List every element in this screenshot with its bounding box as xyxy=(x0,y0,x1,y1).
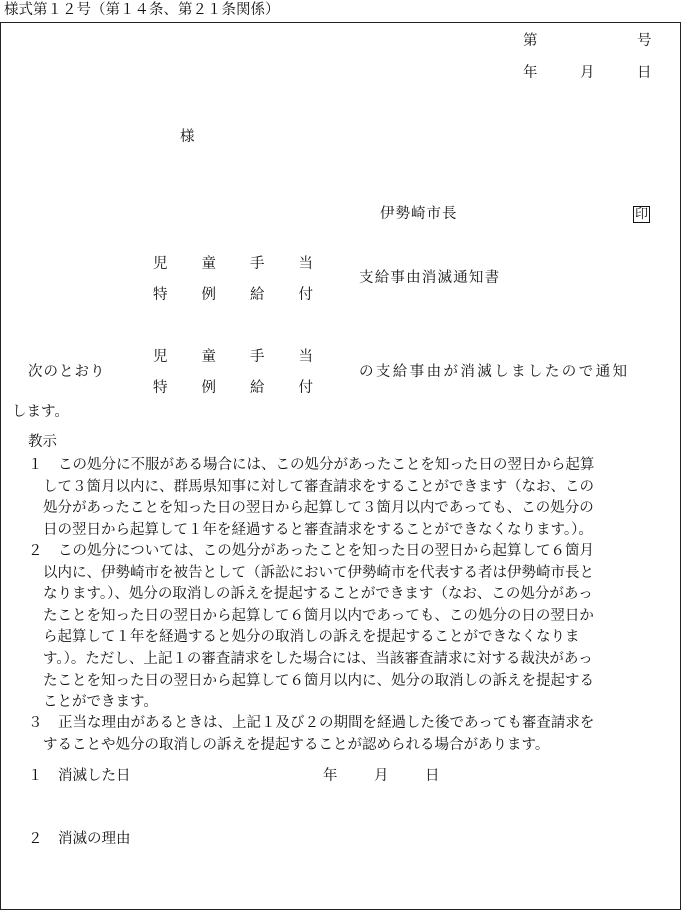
instruction-line: この処分については、この処分があったことを知った日の翌日から起算して６箇月 xyxy=(58,543,595,559)
body-continuation: します。 xyxy=(12,404,69,420)
instruction-line: 以内に、伊勢崎市を被告として（訴訟において伊勢崎市を代表する者は伊勢崎市長と xyxy=(43,564,594,581)
instruction-line: この処分に不服がある場合には、この処分があったことを知った日の翌日から起算 xyxy=(58,457,595,473)
field-date-year: 年 xyxy=(323,768,338,784)
instruction-line: して３箇月以内に、群馬県知事に対して審査請求をすることができます（なお、この xyxy=(43,478,594,495)
instruction-heading: 教示 xyxy=(28,434,57,450)
body-suffix: の支給事由が消滅しましたので通知 xyxy=(359,364,630,380)
instruction-line: 処分があったことを知った日の翌日から起算して３箇月以内であっても、この処分の xyxy=(43,500,594,517)
body-allowance-lower: 特 例 給 付 xyxy=(153,380,313,396)
instruction-line: たことを知った日の翌日から起算して６箇月以内であっても、この処分の日の翌日か xyxy=(43,607,594,624)
instruction-item-3 xyxy=(0,713,683,756)
instruction-line: たことを知った日の翌日から起算して６箇月以内に、処分の取消しの訴えを提起する xyxy=(43,672,594,689)
instruction-line: することや処分の取消しの訴えを提起することが認められる場合があります。 xyxy=(43,736,550,753)
field-label-extinction-date: 消滅した日 xyxy=(58,768,131,784)
instruction-line: なります。）、処分の取消しの訴えを提起することができます（なお、この処分があっ xyxy=(43,586,593,603)
field-date-day: 日 xyxy=(425,768,440,784)
number-prefix: 第 xyxy=(523,33,538,49)
recipient-honorific: 様 xyxy=(180,129,195,145)
allowance-name-lower: 特 例 給 付 xyxy=(153,287,313,303)
field-number-2: ２ xyxy=(28,831,43,847)
date-month: 月 xyxy=(580,65,595,81)
instruction-line: ことができます。 xyxy=(43,694,158,711)
instruction-line: 日の翌日から起算して１年を経過すると審査請求をすることができなくなります。）。 xyxy=(43,521,593,538)
number-suffix: 号 xyxy=(637,33,652,49)
body-allowance-upper: 児 童 手 当 xyxy=(153,349,313,365)
issuer-name: 伊勢崎市長 xyxy=(380,206,458,222)
instruction-line: す。）。ただし、上記１の審査請求をした場合には、当該審査請求に対する裁決があっ xyxy=(43,650,593,667)
instruction-number: ３ xyxy=(28,715,43,731)
instruction-number: ２ xyxy=(28,543,43,559)
notice-title: 支給事由消滅通知書 xyxy=(359,270,501,286)
instruction-item-2 xyxy=(0,541,683,714)
date-day: 日 xyxy=(637,65,652,81)
instruction-line: 正当な理由があるときは、上記１及び２の期間を経過した後であっても審査請求を xyxy=(58,715,595,731)
body-prefix: 次のとおり xyxy=(28,364,106,380)
instruction-line: ら起算して１年を経過すると処分の取消しの訴えを提起することができなくなりま xyxy=(43,629,580,646)
field-date-month: 月 xyxy=(374,768,389,784)
instruction-number: １ xyxy=(28,457,43,473)
seal-char: 印 xyxy=(634,207,648,222)
allowance-name-upper: 児 童 手 当 xyxy=(153,256,313,272)
date-year: 年 xyxy=(523,65,538,81)
field-number-1: １ xyxy=(28,768,43,784)
field-label-extinction-reason: 消滅の理由 xyxy=(58,831,131,847)
form-number-label: 様式第１２号（第１４条、第２１条関係） xyxy=(4,2,280,18)
instruction-item-1 xyxy=(0,455,683,541)
official-seal xyxy=(633,206,650,223)
